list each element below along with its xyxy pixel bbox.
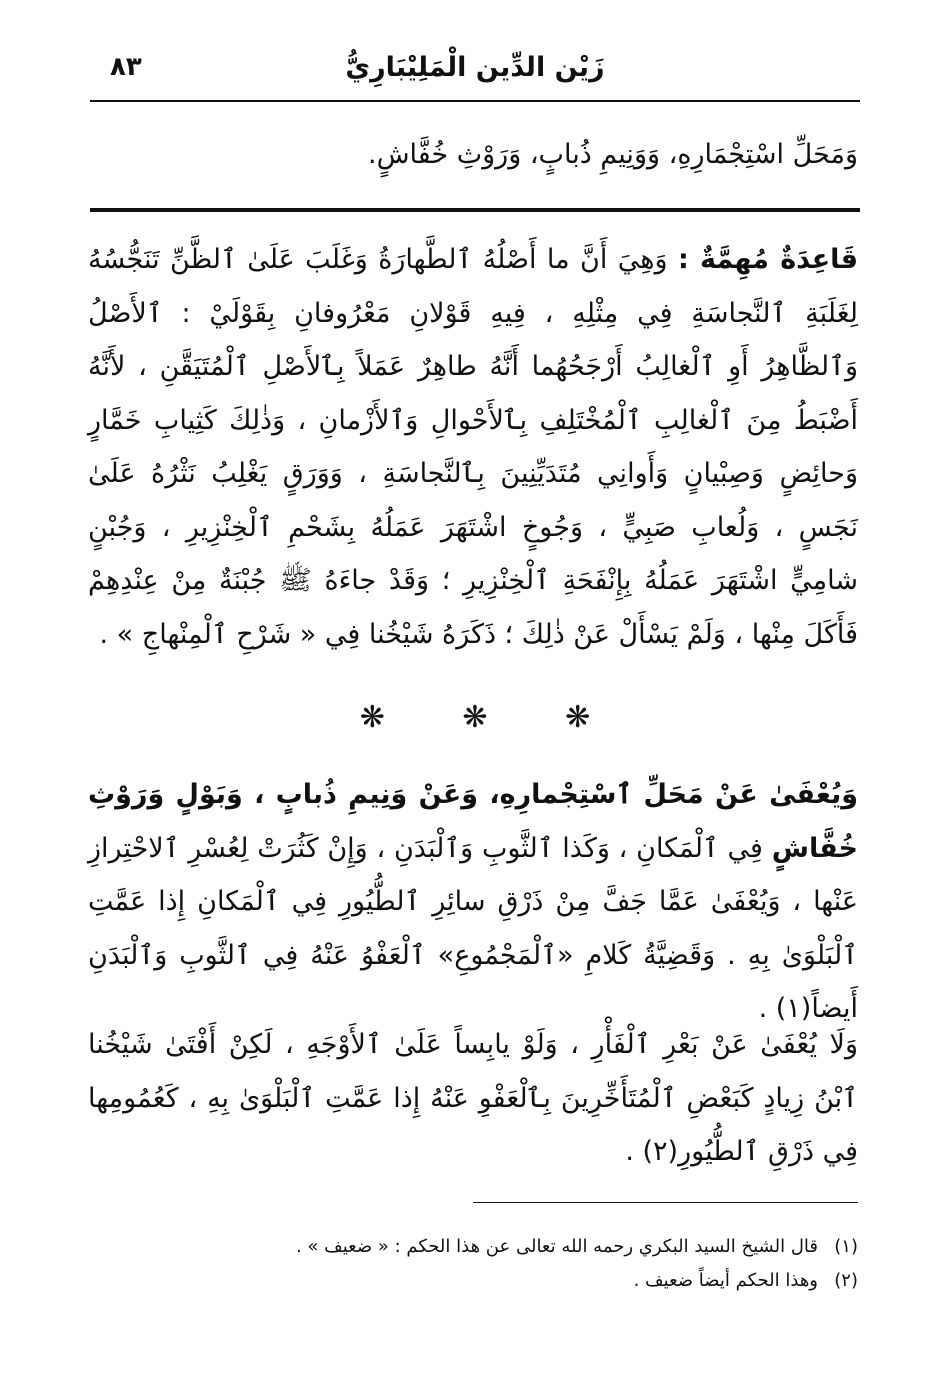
matn-divider (90, 208, 860, 212)
matn-continuation (88, 128, 858, 182)
paragraph-afw-text: فِي ٱلْمَكانِ ، وَكَذا ٱلثَّوبِ وَٱلْبَدَنِ ، وَإِنْ كَثُرَتْ لِعُسْرِ ٱلاحْتِرازِ عَنْها ، وَيُعْفَىٰ عَمَّا جَفَّ مِنْ ذَرْقِ سائِرِ ٱلطُّيُورِ فِي ٱلْمَكانِ إِذا عَمَّتِ ٱلْبَلْوَىٰ بِهِ . وَقَضِيَّةُ كَلامِ «ٱلْمَجْمُوعِ» ٱلْعَفْوُ عَنْهُ فِي ٱلثَّوبِ وَٱلْبَدَنِ أَيضاً(١) . (88, 832, 858, 1024)
page-number: ٨٣ (110, 52, 142, 82)
footnote-2 (88, 1264, 858, 1298)
paragraph-bar-text: وَلَا يُعْفَىٰ عَنْ بَعْرِ ٱلْفَأْرِ ، وَلَوْ يابِساً عَلَىٰ ٱلأَوْجَهِ ، لَكِنْ أَفْتَىٰ شَيْخُنا ٱبْنُ زِيادٍ كَبَعْضِ ٱلْمُتَأَخِّرِينَ بِٱلْعَفْوِ عَنْهُ إِذا عَمَّتِ ٱلْبَلْوَىٰ بِهِ ، كَعُمُومِها فِي ذَرْقِ ٱلطُّيُورِ(٢) . (88, 1029, 858, 1167)
paragraph-bar (88, 1018, 858, 1179)
paragraph-afw-lead: وَيُعْفَىٰ عَنْ مَحَلِّ ٱسْتِجْمارِهِ، وَعَنْ وَنِيمِ ذُبابٍ ، وَبَوْلٍ وَرَوْثِ خُفَّاشٍ (88, 779, 858, 864)
paragraph-afw (88, 768, 858, 1036)
footnote-1-text: قال الشيخ السيد البكري رحمه الله تعالى عن هذا الحكم : « ضعيف » . (295, 1236, 818, 1257)
running-title: زَيْن الدِّين الْمَلِيْبَارِيُّ (345, 52, 605, 83)
footnotes (88, 1230, 858, 1298)
footnote-2-text: وهذا الحكم أيضاً ضعيف . (633, 1270, 818, 1291)
footnote-1-number: (١) (834, 1236, 858, 1257)
footnote-1 (88, 1230, 858, 1264)
qaida-heading: قَاعِدَةٌ مُهِمَّةٌ : (677, 244, 858, 275)
section-separator: ❋ ❋ ❋ (359, 700, 591, 735)
footnote-rule (473, 1202, 858, 1203)
header-rule (90, 100, 860, 102)
matn-continuation-text: وَمَحَلِّ اسْتِجْمَارِهِ، وَوَنِيمِ ذُبابٍ، وَرَوْثِ خُفَّاشٍ. (368, 139, 858, 170)
qaida-paragraph (88, 233, 858, 661)
qaida-text: وَهِيَ أَنَّ ما أَصْلُهُ ٱلطَّهارَةُ وَغَلَبَ عَلَىٰ ٱلظَّنِّ تَنَجُّسُهُ لِغَلَبَةِ ٱلنَّجاسَةِ فِي مِثْلِهِ ، فِيهِ قَوْلانِ مَعْرُوفانِ بِقَوْلَيْ : ٱلأَصْلُ وَٱلظَّاهِرُ أَوِ ٱلْغالِبُ أَرْجَحُهُما أَنَّهُ طاهِرٌ عَمَلاً بِٱلأَصْلِ ٱلْمُتَيَقَّنِ ، لأَنَّهُ أَضْبَطُ مِنَ ٱلْغالِبِ ٱلْمُخْتَلِفِ بِٱلأَحْوالِ وَٱلأَزْمانِ ، وَذٰلِكَ كَثِيابِ خَمَّارٍ وَحائِضٍ وَصِبْيانٍ وَأَوانِي مُتَدَيِّنِينَ بِٱلنَّجاسَةِ ، وَوَرَقٍ يَغْلِبُ نَثْرُهُ عَلَىٰ نَجَسٍ ، وَلُعابِ صَبِيٍّ ، وَجُوخٍ اشْتَهَرَ عَمَلُهُ بِشَحْمِ ٱلْخِنْزِيرِ ، وَجُبْنٍ شامِيٍّ اشْتَهَرَ عَمَلُهُ بِإِنْفَحَةِ ٱلْخِنْزِيرِ ؛ وَقَدْ جاءَهُ ﷺ جُبْنَةٌ مِنْ عِنْدِهِمْ فَأَكَلَ مِنْها ، وَلَمْ يَسْأَلْ عَنْ ذٰلِكَ ؛ ذَكَرَهُ شَيْخُنا فِي « شَرْحِ ٱلْمِنْهاجِ » . (88, 244, 858, 650)
footnote-2-number: (٢) (834, 1270, 858, 1291)
page-header (90, 52, 860, 98)
